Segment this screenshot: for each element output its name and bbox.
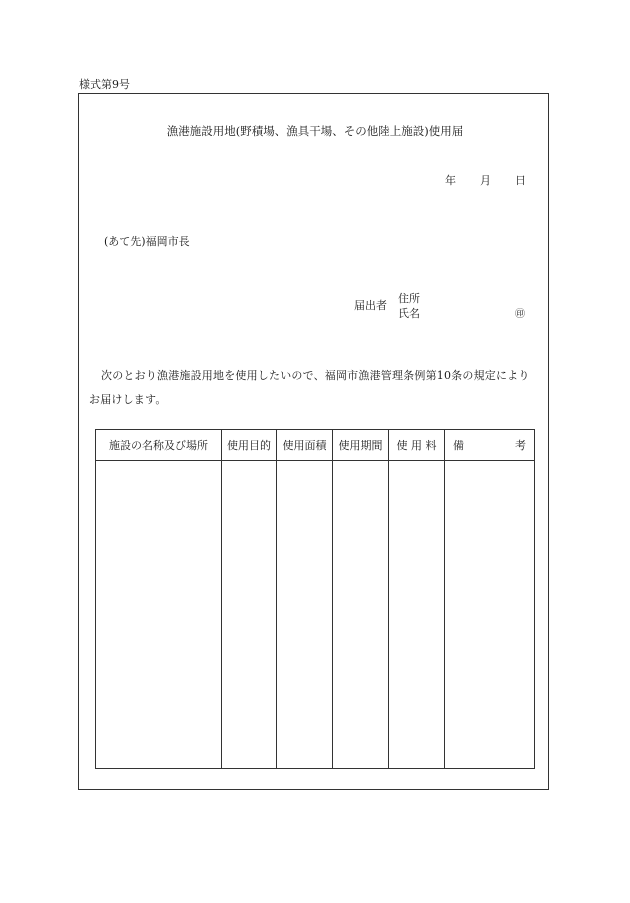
form-number: 様式第9号 xyxy=(79,78,130,91)
header-remarks-right: 考 xyxy=(515,439,526,452)
cell-facility[interactable] xyxy=(96,461,222,769)
date-year: 年 xyxy=(445,174,456,187)
table-row xyxy=(96,461,535,769)
header-period: 使用期間 xyxy=(333,430,389,461)
seal-mark: ㊞ xyxy=(515,309,525,320)
header-purpose: 使用目的 xyxy=(222,430,277,461)
header-fee: 使 用 料 xyxy=(389,430,445,461)
header-area: 使用面積 xyxy=(277,430,333,461)
notifier-label: 届出者 xyxy=(354,299,387,312)
usage-table xyxy=(95,429,535,769)
addressee: (あて先)福岡市長 xyxy=(104,235,190,248)
header-remarks-left: 備 xyxy=(453,439,464,452)
cell-remarks[interactable] xyxy=(445,461,535,769)
header-facility: 施設の名称及び場所 xyxy=(96,430,222,461)
cell-fee[interactable] xyxy=(389,461,445,769)
date-day: 日 xyxy=(515,174,526,187)
date-month: 月 xyxy=(480,174,491,187)
cell-area[interactable] xyxy=(277,461,333,769)
body-text: 次のとおり漁港施設用地を使用したいので、福岡市漁港管理条例第10条の規定によりお届けします。 xyxy=(89,369,530,406)
name-label: 氏名 xyxy=(398,307,420,320)
header-remarks xyxy=(445,430,535,461)
cell-purpose[interactable] xyxy=(222,461,277,769)
form-title: 漁港施設用地(野積場、漁具干場、その他陸上施設)使用届 xyxy=(166,124,464,138)
cell-period[interactable] xyxy=(333,461,389,769)
table-header-row xyxy=(96,430,535,461)
address-label: 住所 xyxy=(398,292,420,305)
